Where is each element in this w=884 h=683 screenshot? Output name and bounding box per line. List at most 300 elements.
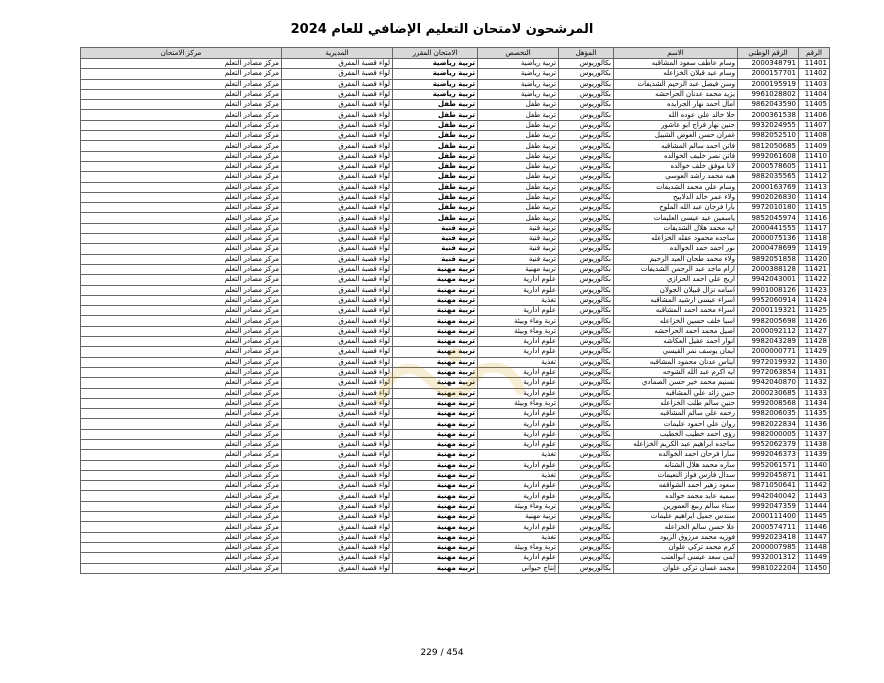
cell-center: مركز مصادر التعلم bbox=[81, 203, 282, 213]
cell-national-id: 2000441555 bbox=[738, 223, 799, 233]
cell-qualification: بكالوريوس bbox=[559, 120, 614, 130]
cell-qualification: بكالوريوس bbox=[559, 460, 614, 470]
cell-national-id: 2000230685 bbox=[738, 388, 799, 398]
cell-directorate: لواء قصبة المفرق bbox=[282, 172, 393, 182]
cell-directorate: لواء قصبة المفرق bbox=[282, 337, 393, 347]
table-row bbox=[81, 409, 830, 419]
table-row bbox=[81, 306, 830, 316]
cell-directorate: لواء قصبة المفرق bbox=[282, 79, 393, 89]
cell-num: 11420 bbox=[799, 254, 830, 264]
cell-directorate: لواء قصبة المفرق bbox=[282, 275, 393, 285]
cell-center: مركز مصادر التعلم bbox=[81, 59, 282, 69]
cell-name: بارا فرحان عبد الله الملوح bbox=[614, 203, 738, 213]
cell-qualification: بكالوريوس bbox=[559, 131, 614, 141]
cell-center: مركز مصادر التعلم bbox=[81, 100, 282, 110]
cell-specialization: علوم ادارية bbox=[478, 347, 559, 357]
cell-qualification: بكالوريوس bbox=[559, 100, 614, 110]
cell-qualification: بكالوريوس bbox=[559, 264, 614, 274]
cell-specialization: تغذية bbox=[478, 450, 559, 460]
cell-directorate: لواء قصبة المفرق bbox=[282, 254, 393, 264]
cell-name: امال احمد نهار الجرايده bbox=[614, 100, 738, 110]
cell-directorate: لواء قصبة المفرق bbox=[282, 192, 393, 202]
cell-num: 11422 bbox=[799, 275, 830, 285]
cell-directorate: لواء قصبة المفرق bbox=[282, 234, 393, 244]
cell-directorate: لواء قصبة المفرق bbox=[282, 522, 393, 532]
cell-center: مركز مصادر التعلم bbox=[81, 223, 282, 233]
cell-num: 11432 bbox=[799, 378, 830, 388]
cell-qualification: بكالوريوس bbox=[559, 491, 614, 501]
cell-specialization: إنتاج حيواني bbox=[478, 563, 559, 573]
table-row bbox=[81, 398, 830, 408]
cell-exam: تربية مهنية bbox=[393, 419, 478, 429]
cell-exam: تربية مهنية bbox=[393, 450, 478, 460]
cell-directorate: لواء قصبة المفرق bbox=[282, 244, 393, 254]
cell-directorate: لواء قصبة المفرق bbox=[282, 367, 393, 377]
cell-directorate: لواء قصبة المفرق bbox=[282, 223, 393, 233]
cell-national-id: 9992023418 bbox=[738, 532, 799, 542]
cell-qualification: بكالوريوس bbox=[559, 553, 614, 563]
cell-center: مركز مصادر التعلم bbox=[81, 120, 282, 130]
cell-name: سميه عايد محمد خوالده bbox=[614, 491, 738, 501]
cell-qualification: بكالوريوس bbox=[559, 213, 614, 223]
cell-national-id: 9901008126 bbox=[738, 285, 799, 295]
cell-exam: تربية مهنية bbox=[393, 522, 478, 532]
cell-national-id: 9982052510 bbox=[738, 131, 799, 141]
cell-num: 11444 bbox=[799, 501, 830, 511]
cell-specialization: علوم ادارية bbox=[478, 285, 559, 295]
cell-num: 11437 bbox=[799, 429, 830, 439]
cell-specialization: تربية طفل bbox=[478, 120, 559, 130]
cell-num: 11414 bbox=[799, 192, 830, 202]
cell-name: لانا موفق خلف خوالده bbox=[614, 161, 738, 171]
cell-directorate: لواء قصبة المفرق bbox=[282, 306, 393, 316]
cell-directorate: لواء قصبة المفرق bbox=[282, 491, 393, 501]
cell-name: تسنيم محمد خير حسن الصمادي bbox=[614, 378, 738, 388]
table-row bbox=[81, 450, 830, 460]
cell-national-id: 9992061608 bbox=[738, 151, 799, 161]
cell-num: 11434 bbox=[799, 398, 830, 408]
cell-specialization: علوم ادارية bbox=[478, 306, 559, 316]
table-row bbox=[81, 347, 830, 357]
cell-num: 11441 bbox=[799, 470, 830, 480]
cell-specialization: تربية طفل bbox=[478, 161, 559, 171]
cell-center: مركز مصادر التعلم bbox=[81, 470, 282, 480]
header-national-id: الرقم الوطني bbox=[738, 48, 799, 59]
cell-specialization: تربة وماء وبيئة bbox=[478, 326, 559, 336]
cell-directorate: لواء قصبة المفرق bbox=[282, 295, 393, 305]
cell-specialization: تربية مهنية bbox=[478, 264, 559, 274]
cell-exam: تربية مهنية bbox=[393, 409, 478, 419]
cell-name: ولاء عمر خالد الدلابيح bbox=[614, 192, 738, 202]
cell-num: 11426 bbox=[799, 316, 830, 326]
cell-national-id: 9932001312 bbox=[738, 553, 799, 563]
cell-directorate: لواء قصبة المفرق bbox=[282, 161, 393, 171]
cell-exam: تربية مهنية bbox=[393, 470, 478, 480]
cell-qualification: بكالوريوس bbox=[559, 481, 614, 491]
cell-qualification: بكالوريوس bbox=[559, 367, 614, 377]
cell-exam: تربية مهنية bbox=[393, 501, 478, 511]
cell-specialization: تغذية bbox=[478, 470, 559, 480]
cell-name: سعود زهير احمد الشواقفه bbox=[614, 481, 738, 491]
cell-exam: تربية طفل bbox=[393, 213, 478, 223]
cell-directorate: لواء قصبة المفرق bbox=[282, 131, 393, 141]
cell-exam: تربية مهنية bbox=[393, 306, 478, 316]
cell-specialization: تربية طفل bbox=[478, 192, 559, 202]
page-title: المرشحون لامتحان التعليم الإضافي للعام 2024 bbox=[290, 22, 594, 37]
cell-exam: تربية مهنية bbox=[393, 337, 478, 347]
cell-national-id: 2000075136 bbox=[738, 234, 799, 244]
cell-center: مركز مصادر التعلم bbox=[81, 481, 282, 491]
cell-directorate: لواء قصبة المفرق bbox=[282, 69, 393, 79]
cell-name: ساجده محمود عقله الخزاعله bbox=[614, 234, 738, 244]
cell-num: 11446 bbox=[799, 522, 830, 532]
cell-exam: تربية مهنية bbox=[393, 285, 478, 295]
cell-qualification: بكالوريوس bbox=[559, 110, 614, 120]
cell-national-id: 9952061571 bbox=[738, 460, 799, 470]
cell-national-id: 9942040042 bbox=[738, 491, 799, 501]
cell-specialization: تربية رياضية bbox=[478, 59, 559, 69]
cell-name: اسراء محمد احمد المشاقبه bbox=[614, 306, 738, 316]
cell-exam: تربية طفل bbox=[393, 203, 478, 213]
cell-directorate: لواء قصبة المفرق bbox=[282, 110, 393, 120]
cell-center: مركز مصادر التعلم bbox=[81, 522, 282, 532]
cell-center: مركز مصادر التعلم bbox=[81, 388, 282, 398]
table-row bbox=[81, 470, 830, 480]
cell-national-id: 2000111400 bbox=[738, 512, 799, 522]
cell-qualification: بكالوريوس bbox=[559, 563, 614, 573]
cell-name: روان علي احمود عليمات bbox=[614, 419, 738, 429]
cell-national-id: 2000348791 bbox=[738, 59, 799, 69]
cell-specialization: علوم ادارية bbox=[478, 522, 559, 532]
table-row bbox=[81, 234, 830, 244]
cell-num: 11430 bbox=[799, 357, 830, 367]
cell-center: مركز مصادر التعلم bbox=[81, 357, 282, 367]
cell-specialization: تربة وماء وبيئة bbox=[478, 542, 559, 552]
table-row bbox=[81, 460, 830, 470]
cell-center: مركز مصادر التعلم bbox=[81, 306, 282, 316]
cell-exam: تربية مهنية bbox=[393, 460, 478, 470]
table-body bbox=[81, 59, 830, 574]
cell-qualification: بكالوريوس bbox=[559, 409, 614, 419]
cell-qualification: بكالوريوس bbox=[559, 450, 614, 460]
cell-qualification: بكالوريوس bbox=[559, 429, 614, 439]
cell-national-id: 9812050685 bbox=[738, 141, 799, 151]
table-row bbox=[81, 244, 830, 254]
cell-center: مركز مصادر التعلم bbox=[81, 172, 282, 182]
cell-national-id: 2000092112 bbox=[738, 326, 799, 336]
cell-specialization: تربية رياضية bbox=[478, 89, 559, 99]
cell-directorate: لواء قصبة المفرق bbox=[282, 326, 393, 336]
cell-center: مركز مصادر التعلم bbox=[81, 347, 282, 357]
table-row bbox=[81, 264, 830, 274]
cell-center: مركز مصادر التعلم bbox=[81, 439, 282, 449]
table-row bbox=[81, 141, 830, 151]
cell-specialization: تربية فنية bbox=[478, 254, 559, 264]
cell-center: مركز مصادر التعلم bbox=[81, 254, 282, 264]
cell-num: 11421 bbox=[799, 264, 830, 274]
table-row bbox=[81, 213, 830, 223]
cell-center: مركز مصادر التعلم bbox=[81, 192, 282, 202]
cell-directorate: لواء قصبة المفرق bbox=[282, 285, 393, 295]
cell-exam: تربية مهنية bbox=[393, 326, 478, 336]
cell-qualification: بكالوريوس bbox=[559, 337, 614, 347]
cell-name: هبه محمد راشد العوسي bbox=[614, 172, 738, 182]
cell-exam: تربية طفل bbox=[393, 161, 478, 171]
cell-num: 11403 bbox=[799, 79, 830, 89]
cell-qualification: بكالوريوس bbox=[559, 244, 614, 254]
cell-specialization: تربية فنية bbox=[478, 244, 559, 254]
cell-num: 11408 bbox=[799, 131, 830, 141]
cell-center: مركز مصادر التعلم bbox=[81, 151, 282, 161]
cell-specialization: علوم ادارية bbox=[478, 419, 559, 429]
table-row bbox=[81, 512, 830, 522]
cell-specialization: علوم ادارية bbox=[478, 378, 559, 388]
cell-name: اريج علي احمد الحزازي bbox=[614, 275, 738, 285]
cell-name: رحمه علي سالم المشاقبه bbox=[614, 409, 738, 419]
cell-num: 11405 bbox=[799, 100, 830, 110]
cell-national-id: 9952060914 bbox=[738, 295, 799, 305]
cell-center: مركز مصادر التعلم bbox=[81, 367, 282, 377]
cell-exam: تربية مهنية bbox=[393, 275, 478, 285]
table-row bbox=[81, 89, 830, 99]
cell-exam: تربية طفل bbox=[393, 182, 478, 192]
cell-specialization: علوم ادارية bbox=[478, 367, 559, 377]
table-row bbox=[81, 285, 830, 295]
table-row bbox=[81, 553, 830, 563]
cell-center: مركز مصادر التعلم bbox=[81, 182, 282, 192]
cell-directorate: لواء قصبة المفرق bbox=[282, 203, 393, 213]
cell-qualification: بكالوريوس bbox=[559, 326, 614, 336]
cell-national-id: 9952062379 bbox=[738, 439, 799, 449]
cell-exam: تربية رياضية bbox=[393, 69, 478, 79]
cell-name: حنين سالم طلب الخزاعله bbox=[614, 398, 738, 408]
cell-name: وسام عيد قبلان الخزاعله bbox=[614, 69, 738, 79]
cell-name: ايمان يوسف نمر القيسي bbox=[614, 347, 738, 357]
cell-name: حنين نهار فراج ابو عاشور bbox=[614, 120, 738, 130]
table-header-row bbox=[81, 48, 830, 59]
cell-center: مركز مصادر التعلم bbox=[81, 563, 282, 573]
cell-name: فوزيه محمد مرزوق الزيود bbox=[614, 532, 738, 542]
cell-specialization: علوم ادارية bbox=[478, 481, 559, 491]
header-name: الاسم bbox=[614, 48, 738, 59]
cell-name: حنين زائد علي المشاقبه bbox=[614, 388, 738, 398]
cell-directorate: لواء قصبة المفرق bbox=[282, 512, 393, 522]
cell-center: مركز مصادر التعلم bbox=[81, 295, 282, 305]
cell-qualification: بكالوريوس bbox=[559, 192, 614, 202]
table-row bbox=[81, 563, 830, 573]
cell-name: فاتن احمد سالم المشاقبه bbox=[614, 141, 738, 151]
cell-num: 11410 bbox=[799, 151, 830, 161]
cell-center: مركز مصادر التعلم bbox=[81, 141, 282, 151]
cell-specialization: تربية طفل bbox=[478, 213, 559, 223]
cell-directorate: لواء قصبة المفرق bbox=[282, 100, 393, 110]
cell-qualification: بكالوريوس bbox=[559, 439, 614, 449]
cell-directorate: لواء قصبة المفرق bbox=[282, 439, 393, 449]
cell-name: يزيد محمد عدنان الحراحشه bbox=[614, 89, 738, 99]
cell-name: ياسمين عيد عيسى العليمات bbox=[614, 213, 738, 223]
cell-center: مركز مصادر التعلم bbox=[81, 326, 282, 336]
cell-directorate: لواء قصبة المفرق bbox=[282, 553, 393, 563]
cell-national-id: 9942043001 bbox=[738, 275, 799, 285]
table-row bbox=[81, 326, 830, 336]
table-row bbox=[81, 337, 830, 347]
cell-qualification: بكالوريوس bbox=[559, 295, 614, 305]
table-row bbox=[81, 542, 830, 552]
cell-num: 11409 bbox=[799, 141, 830, 151]
cell-exam: تربية فنية bbox=[393, 223, 478, 233]
cell-exam: تربية مهنية bbox=[393, 553, 478, 563]
cell-num: 11423 bbox=[799, 285, 830, 295]
cell-national-id: 2000195919 bbox=[738, 79, 799, 89]
cell-num: 11438 bbox=[799, 439, 830, 449]
cell-national-id: 9972010180 bbox=[738, 203, 799, 213]
cell-qualification: بكالوريوس bbox=[559, 275, 614, 285]
cell-specialization: تربية مهنية bbox=[478, 512, 559, 522]
cell-name: ساره محمد هلال الشتانه bbox=[614, 460, 738, 470]
cell-directorate: لواء قصبة المفرق bbox=[282, 429, 393, 439]
cell-exam: تربية مهنية bbox=[393, 439, 478, 449]
cell-qualification: بكالوريوس bbox=[559, 398, 614, 408]
header-qualification: المؤهل bbox=[559, 48, 614, 59]
cell-specialization: علوم ادارية bbox=[478, 429, 559, 439]
cell-center: مركز مصادر التعلم bbox=[81, 450, 282, 460]
cell-national-id: 9982043289 bbox=[738, 337, 799, 347]
cell-directorate: لواء قصبة المفرق bbox=[282, 151, 393, 161]
cell-qualification: بكالوريوس bbox=[559, 470, 614, 480]
cell-qualification: بكالوريوس bbox=[559, 347, 614, 357]
cell-exam: تربية طفل bbox=[393, 100, 478, 110]
cell-exam: تربية مهنية bbox=[393, 357, 478, 367]
table-row bbox=[81, 419, 830, 429]
cell-qualification: بكالوريوس bbox=[559, 254, 614, 264]
cell-name: كرم محمد تركي علوان bbox=[614, 542, 738, 552]
cell-name: سناء سالم ربيع العمورين bbox=[614, 501, 738, 511]
cell-specialization: تربية طفل bbox=[478, 100, 559, 110]
cell-national-id: 2000578605 bbox=[738, 161, 799, 171]
cell-directorate: لواء قصبة المفرق bbox=[282, 264, 393, 274]
cell-name: رؤى احمد خطيب الخطيب bbox=[614, 429, 738, 439]
cell-name: محمد غسان تركي علوان bbox=[614, 563, 738, 573]
cell-center: مركز مصادر التعلم bbox=[81, 79, 282, 89]
cell-center: مركز مصادر التعلم bbox=[81, 398, 282, 408]
cell-exam: تربية رياضية bbox=[393, 79, 478, 89]
cell-center: مركز مصادر التعلم bbox=[81, 131, 282, 141]
cell-name: سدال فارس فواز النعيمات bbox=[614, 470, 738, 480]
cell-exam: تربية فنية bbox=[393, 254, 478, 264]
cell-num: 11445 bbox=[799, 512, 830, 522]
cell-qualification: بكالوريوس bbox=[559, 79, 614, 89]
cell-num: 11402 bbox=[799, 69, 830, 79]
cell-center: مركز مصادر التعلم bbox=[81, 512, 282, 522]
cell-num: 11425 bbox=[799, 306, 830, 316]
cell-num: 11450 bbox=[799, 563, 830, 573]
cell-exam: تربية مهنية bbox=[393, 532, 478, 542]
cell-name: وسن فيصل عبد الرحيم الشديفات bbox=[614, 79, 738, 89]
table-row bbox=[81, 501, 830, 511]
table-row bbox=[81, 429, 830, 439]
cell-name: ايناس عدنان محمود المشاقبه bbox=[614, 357, 738, 367]
cell-num: 11406 bbox=[799, 110, 830, 120]
cell-specialization: تربة وماء وبيئة bbox=[478, 501, 559, 511]
header-specialization: التخصص bbox=[478, 48, 559, 59]
cell-name: غفران حسن العوض الشبيل bbox=[614, 131, 738, 141]
cell-national-id: 9992046373 bbox=[738, 450, 799, 460]
cell-qualification: بكالوريوس bbox=[559, 141, 614, 151]
cell-num: 11448 bbox=[799, 542, 830, 552]
cell-num: 11442 bbox=[799, 481, 830, 491]
cell-qualification: بكالوريوس bbox=[559, 69, 614, 79]
cell-exam: تربية مهنية bbox=[393, 512, 478, 522]
cell-num: 11424 bbox=[799, 295, 830, 305]
cell-num: 11413 bbox=[799, 182, 830, 192]
table-row bbox=[81, 203, 830, 213]
table-row bbox=[81, 367, 830, 377]
cell-exam: تربية رياضية bbox=[393, 59, 478, 69]
table-row bbox=[81, 69, 830, 79]
cell-directorate: لواء قصبة المفرق bbox=[282, 182, 393, 192]
cell-specialization: تغذية bbox=[478, 295, 559, 305]
cell-name: اصيل محمد احمد الحراحشه bbox=[614, 326, 738, 336]
cell-national-id: 9982022834 bbox=[738, 419, 799, 429]
cell-directorate: لواء قصبة المفرق bbox=[282, 470, 393, 480]
cell-center: مركز مصادر التعلم bbox=[81, 89, 282, 99]
cell-directorate: لواء قصبة المفرق bbox=[282, 378, 393, 388]
cell-national-id: 2000478699 bbox=[738, 244, 799, 254]
cell-center: مركز مصادر التعلم bbox=[81, 110, 282, 120]
cell-national-id: 9972063854 bbox=[738, 367, 799, 377]
cell-specialization: تغذية bbox=[478, 532, 559, 542]
cell-num: 11440 bbox=[799, 460, 830, 470]
cell-national-id: 2000388128 bbox=[738, 264, 799, 274]
cell-name: ايه اكرم عبد الله الشوحه bbox=[614, 367, 738, 377]
table-row bbox=[81, 522, 830, 532]
table-row bbox=[81, 100, 830, 110]
cell-national-id: 9852045974 bbox=[738, 213, 799, 223]
cell-directorate: لواء قصبة المفرق bbox=[282, 141, 393, 151]
cell-directorate: لواء قصبة المفرق bbox=[282, 481, 393, 491]
cell-national-id: 9982006035 bbox=[738, 409, 799, 419]
table-row bbox=[81, 481, 830, 491]
cell-num: 11418 bbox=[799, 234, 830, 244]
cell-directorate: لواء قصبة المفرق bbox=[282, 563, 393, 573]
cell-exam: تربية مهنية bbox=[393, 398, 478, 408]
cell-directorate: لواء قصبة المفرق bbox=[282, 347, 393, 357]
table-row bbox=[81, 532, 830, 542]
cell-name: ايه محمد هلال الشديفات bbox=[614, 223, 738, 233]
cell-center: مركز مصادر التعلم bbox=[81, 491, 282, 501]
cell-national-id: 9871050641 bbox=[738, 481, 799, 491]
table-row bbox=[81, 491, 830, 501]
cell-national-id: 9882035565 bbox=[738, 172, 799, 182]
cell-qualification: بكالوريوس bbox=[559, 234, 614, 244]
cell-name: نور احمد حمد الخوالده bbox=[614, 244, 738, 254]
header-center: مركز الامتحان bbox=[81, 48, 282, 59]
cell-num: 11439 bbox=[799, 450, 830, 460]
cell-name: ارام ماجد عبد الرحمن الشديفات bbox=[614, 264, 738, 274]
cell-national-id: 2000361538 bbox=[738, 110, 799, 120]
table-row bbox=[81, 378, 830, 388]
cell-qualification: بكالوريوس bbox=[559, 378, 614, 388]
cell-num: 11433 bbox=[799, 388, 830, 398]
cell-directorate: لواء قصبة المفرق bbox=[282, 388, 393, 398]
table-row bbox=[81, 79, 830, 89]
cell-directorate: لواء قصبة المفرق bbox=[282, 357, 393, 367]
cell-national-id: 2000574711 bbox=[738, 522, 799, 532]
cell-center: مركز مصادر التعلم bbox=[81, 234, 282, 244]
cell-exam: تربية فنية bbox=[393, 234, 478, 244]
cell-center: مركز مصادر التعلم bbox=[81, 316, 282, 326]
cell-qualification: بكالوريوس bbox=[559, 151, 614, 161]
